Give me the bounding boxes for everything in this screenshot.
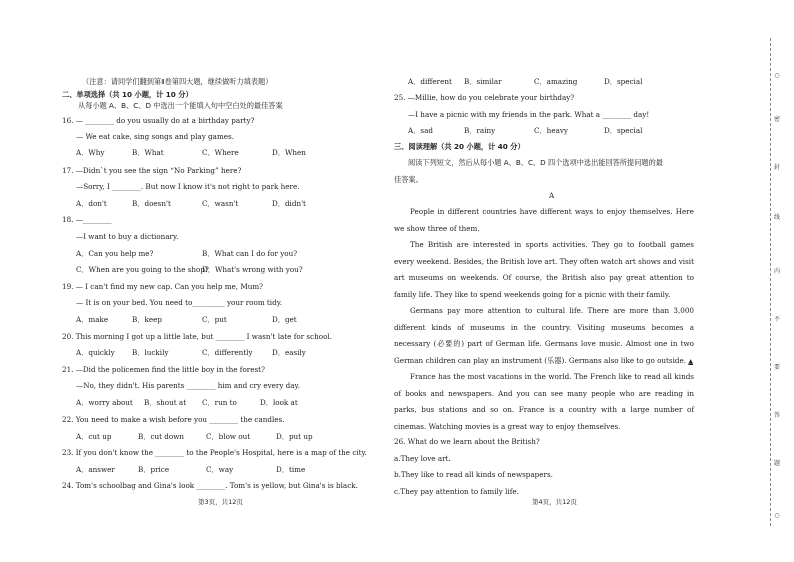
q16-stem: 16. — ________ do you usually do at a birthday party? [62,116,255,125]
passage-paragraph-3 [394,303,694,370]
q22-option-a[interactable]: A．cut up [76,432,112,441]
q16-option-b[interactable]: B．What [132,148,164,157]
q19-option-c[interactable]: C．put [202,315,227,324]
q20-stem: 20. This morning I got up a little late, but ________ I wasn't late for school. [62,332,333,341]
q16-response: — We eat cake, sing songs and play games. [76,132,234,141]
seal-char-2: 密 [773,116,780,123]
q26-stem: 26. What do we learn about the British? [394,437,540,446]
seal-line-strip [770,38,785,526]
q24-option-c[interactable]: C．amazing [534,77,578,86]
q25-option-b[interactable]: B．rainy [464,126,496,135]
q17-option-d[interactable]: D．didn't [272,199,306,208]
q23-option-b[interactable]: B．price [138,465,170,474]
q24-option-a[interactable]: A．different [408,77,452,86]
q16-option-d[interactable]: D．When [272,148,306,157]
note-text: （注意：请同学们翻到第Ⅱ卷第四大题，继续做听力填表题） [82,77,273,86]
passage-paragraph-4: France has the most vacations in the world. The French like to read all kinds of books and newspapers. And you can see many people who are reading in parks, bus stations and so on. France is a country with a large number of cinemas. Watching movies is a great way to enjoy themselves. [394,372,694,431]
q21-stem: 21. —Did the policemen find the little boy in the forest? [62,365,265,374]
q18-stem: 18. —________ [62,215,112,224]
q25-response: —I have a picnic with my friends in the park. What a ________ day! [408,110,650,119]
q24-stem: 24. Tom's schoolbag and Gina's look ________. Tom's is yellow, but Gina's is black. [62,481,358,490]
q22-option-d[interactable]: D．put up [276,432,313,441]
q18-option-c[interactable]: C．When are you going to the shop? [76,265,209,274]
q23-option-d[interactable]: D．time [276,465,306,474]
q18-option-d[interactable]: D．What's wrong with you? [202,265,303,274]
q19-option-d[interactable]: D．get [272,315,297,324]
q21-option-d[interactable]: D．look at [260,398,298,407]
q25-option-d[interactable]: D．special [604,126,643,135]
q25-option-a[interactable]: A．sad [408,126,433,135]
q23-option-c[interactable]: C．way [206,465,234,474]
q26-option-b[interactable]: b.They like to read all kinds of newspapers. [394,470,553,479]
q20-option-c[interactable]: C．differently [202,348,253,357]
answer-blank-marker: ▲ [688,357,693,365]
q26-option-a[interactable]: a.They love art. [394,454,451,463]
seal-char-6: 不 [773,316,780,323]
section2-title: 二、单项选择（共 10 小题，计 10 分） [62,90,193,99]
q21-option-c[interactable]: C．run to [202,398,237,407]
q17-response: —Sorry, I ________. But now I know it's not right to park here. [76,182,300,191]
seal-char-4: 线 [773,214,780,221]
q19-stem: 19. — I can't find my new cap. Can you help me, Mum? [62,282,264,291]
q17-stem: 17. —Didn`t you see the sign “No Parking” here? [62,166,242,175]
q25-option-c[interactable]: C．heavy [534,126,568,135]
q21-option-a[interactable]: A．worry about [76,398,133,407]
passage-paragraph-3-text: Germans pay more attention to cultural life. There are more than 3,000 different kinds of museums in the country. Visiting museums becomes a necessary (必要的) part of German life. Germans love music. Almost one in two German children can play an instrument (乐器). Germans also like to go outside. [394,306,694,365]
q21-option-b[interactable]: B．shout at [144,398,187,407]
q19-option-a[interactable]: A．make [76,315,109,324]
section3-instruction-line2: 佳答案。 [394,175,423,184]
q24-option-b[interactable]: B．similar [464,77,502,86]
section3-instruction-line1: 阅读下列短文，然后从每小题 A、B、C、D 四个选项中选出能回答所提问题的最 [408,158,663,167]
left-page-footer: 第3页，共12页 [198,498,243,506]
q18-option-a[interactable]: A．Can you help me? [76,249,154,258]
q19-response: — It is on your bed. You need to_________ your room tidy. [76,298,283,307]
q24-option-d[interactable]: D．special [604,77,643,86]
seal-char-7: 要 [773,364,780,371]
seal-char-5: 内 [773,268,780,275]
section3-title: 三、阅读理解（共 20 小题，计 40 分） [394,142,525,151]
q17-option-c[interactable]: C．wasn't [202,199,239,208]
seal-char-8: 答 [773,412,780,419]
q20-option-b[interactable]: B．luckily [132,348,169,357]
q18-option-b[interactable]: B．What can I do for you? [202,249,298,258]
q23-stem: 23. If you don't know the ________ to the People's Hospital, here is a map of the city. [62,448,367,457]
q25-stem: 25. —Millie, how do you celebrate your birthday? [394,93,575,102]
q16-option-c[interactable]: C．Where [202,148,239,157]
passage-paragraph-1: People in different countries have different ways to enjoy themselves. Here we show three of them. [394,207,694,233]
seal-char-10: ○ [774,512,780,519]
q19-option-b[interactable]: B．keep [132,315,162,324]
q20-option-a[interactable]: A．quickly [76,348,115,357]
q18-response: —I want to buy a dictionary. [76,232,179,241]
q17-option-b[interactable]: B．doesn't [132,199,171,208]
seal-char-1: ○ [774,72,780,79]
q21-response: —No, they didn't. His parents ________ him and cry every day. [76,381,300,390]
right-page-footer: 第4页，共12页 [532,498,577,506]
q22-option-b[interactable]: B．cut down [138,432,185,441]
q17-option-a[interactable]: A．don't [76,199,107,208]
seal-char-9: 题 [773,460,780,467]
q22-option-c[interactable]: C．blow out [206,432,251,441]
q20-option-d[interactable]: D．easily [272,348,306,357]
q22-stem: 22. You need to make a wish before you ________ the candles. [62,415,285,424]
q26-option-c[interactable]: c.They pay attention to family life. [394,487,519,496]
passage-label: A [549,191,555,200]
q23-option-a[interactable]: A．answer [76,465,115,474]
q16-option-a[interactable]: A．Why [76,148,105,157]
seal-char-3: 封 [773,164,780,171]
section2-instruction: 从每小题 A、B、C、D 中选出一个能填入句中空白处的最佳答案 [78,101,283,110]
passage-paragraph-2: The British are interested in sports activities. They go to football games every weekend. Besides, the British love art. They often watch art shows and visit art museums on weekends. Of course, the British also pay great attention to family life. They like to spend weekends going for a picnic with their family. [394,240,694,299]
